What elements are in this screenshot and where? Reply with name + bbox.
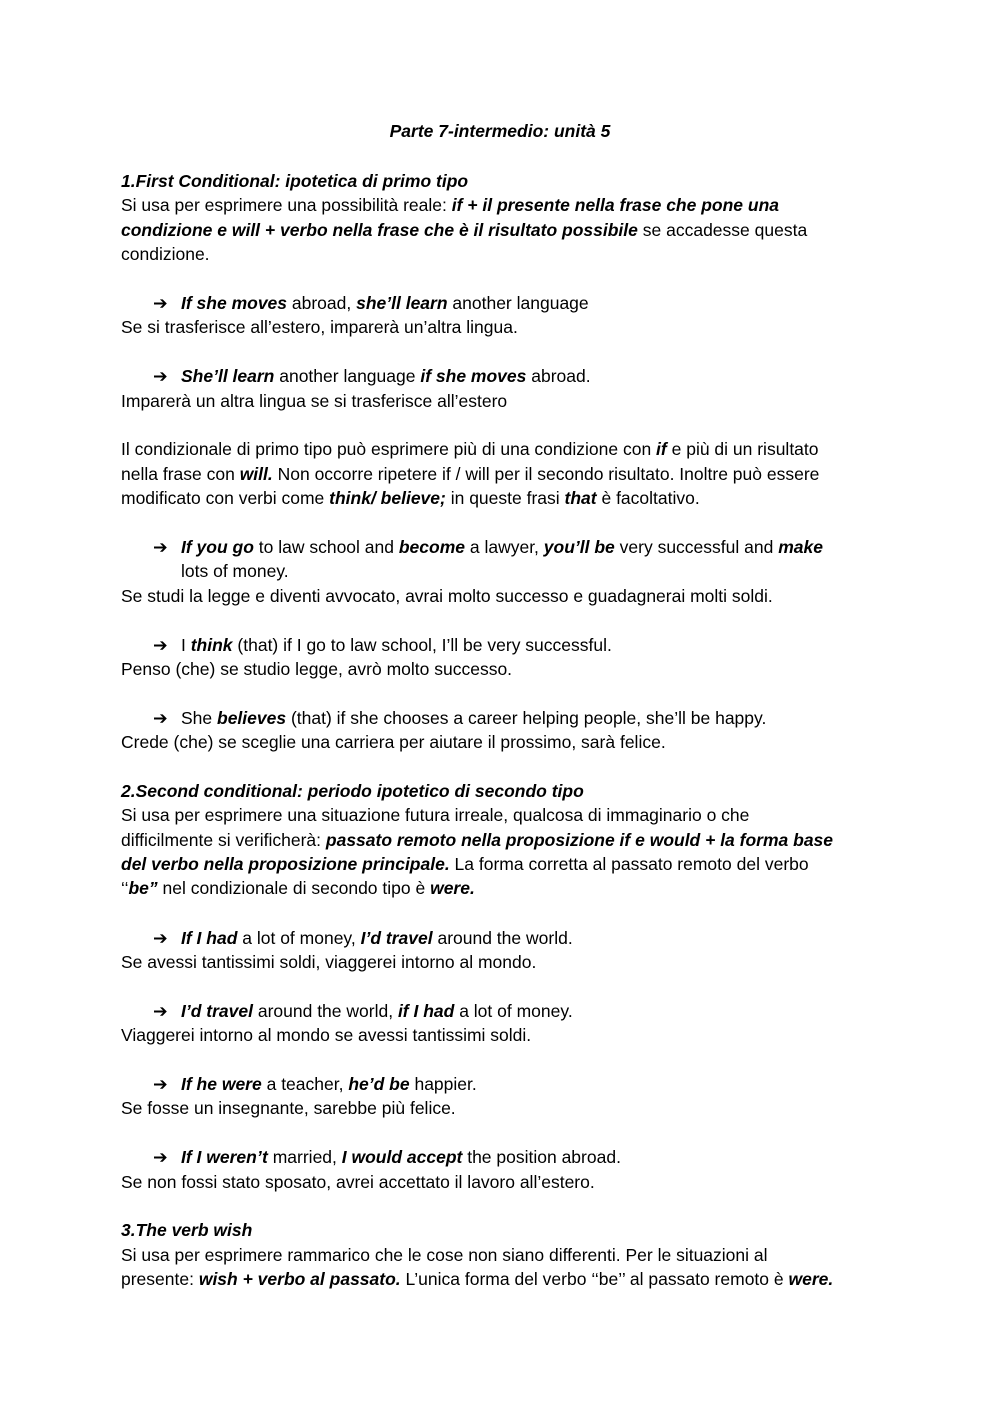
example-bullet: ➔ If he were a teacher, he’d be happier. [153,1074,477,1094]
example-bullet: ➔ If she moves abroad, she’ll learn another language [153,293,589,313]
paragraph-line: condizione e will + verbo nella frase che è il risultato possibile se accadesse questa [121,220,808,240]
arrow-bullet-icon: ➔ [153,1074,168,1094]
translation-line: Viaggerei intorno al mondo se avessi tantissimi soldi. [121,1025,532,1045]
translation-line: Se non fossi stato sposato, avrei accettato il lavoro all’estero. [121,1172,595,1192]
example-bullet: ➔ If I weren’t married, I would accept the position abroad. [153,1147,621,1167]
arrow-bullet-icon: ➔ [153,1147,168,1167]
example-bullet: ➔ If I had a lot of money, I’d travel around the world. [153,928,573,948]
translation-line: Penso (che) se studio legge, avrò molto successo. [121,659,513,679]
paragraph-line: modificato con verbi come think/ believe; in queste frasi that è facoltativo. [121,488,700,508]
section-heading-first-conditional: 1.First Conditional: ipotetica di primo tipo [121,171,469,191]
paragraph-line: Si usa per esprimere una situazione futura irreale, qualcosa di immaginario o che [121,805,750,825]
translation-line: Se si trasferisce all’estero, imparerà un’altra lingua. [121,317,518,337]
paragraph-line: Si usa per esprimere una possibilità reale: if + il presente nella frase che pone una [121,195,779,215]
example-bullet: ➔ She believes (that) if she chooses a career helping people, she’ll be happy. [153,708,767,728]
example-bullet-continuation: lots of money. [181,561,289,581]
translation-line: Se studi la legge e diventi avvocato, avrai molto successo e guadagnerai molti soldi. [121,586,773,606]
arrow-bullet-icon: ➔ [153,928,168,948]
paragraph-line: Si usa per esprimere rammarico che le cose non siano differenti. Per le situazioni al [121,1245,768,1265]
example-bullet: ➔ I think (that) if I go to law school, I’ll be very successful. [153,635,612,655]
arrow-bullet-icon: ➔ [153,708,168,728]
example-bullet: ➔ She’ll learn another language if she moves abroad. [153,366,591,386]
translation-line: Imparerà un altra lingua se si trasferisce all’estero [121,391,508,411]
arrow-bullet-icon: ➔ [153,1001,168,1021]
paragraph-line: del verbo nella proposizione principale. La forma corretta al passato remoto del verbo [121,854,809,874]
translation-line: Crede (che) se sceglie una carriera per aiutare il prossimo, sarà felice. [121,732,666,752]
example-bullet: ➔ If you go to law school and become a lawyer, you’ll be very successful and make [153,537,823,557]
arrow-bullet-icon: ➔ [153,366,168,386]
arrow-bullet-icon: ➔ [153,635,168,655]
translation-line: Se fosse un insegnante, sarebbe più felice. [121,1098,456,1118]
paragraph-line: nella frase con will. Non occorre ripetere if / will per il secondo risultato. Inoltre può essere [121,464,820,484]
example-bullet: ➔ I’d travel around the world, if I had a lot of money. [153,1001,573,1021]
arrow-bullet-icon: ➔ [153,537,168,557]
paragraph-line: ‘‘be” nel condizionale di secondo tipo è were. [121,878,475,898]
paragraph-line: difficilmente si verificherà: passato remoto nella proposizione if e would + la forma base [121,830,834,850]
paragraph-line: presente: wish + verbo al passato. L’unica forma del verbo ‘‘be’’ al passato remoto è were. [121,1269,834,1289]
section-heading-second-conditional: 2.Second conditional: periodo ipotetico di secondo tipo [121,781,584,801]
paragraph-line: Il condizionale di primo tipo può esprimere più di una condizione con if e più di un risultato [121,439,819,459]
arrow-bullet-icon: ➔ [153,293,168,313]
page-title: Parte 7-intermedio: unità 5 [389,121,611,141]
section-heading-verb-wish: 3.The verb wish [121,1220,253,1240]
translation-line: Se avessi tantissimi soldi, viaggerei intorno al mondo. [121,952,537,972]
paragraph-line: condizione. [121,244,210,264]
